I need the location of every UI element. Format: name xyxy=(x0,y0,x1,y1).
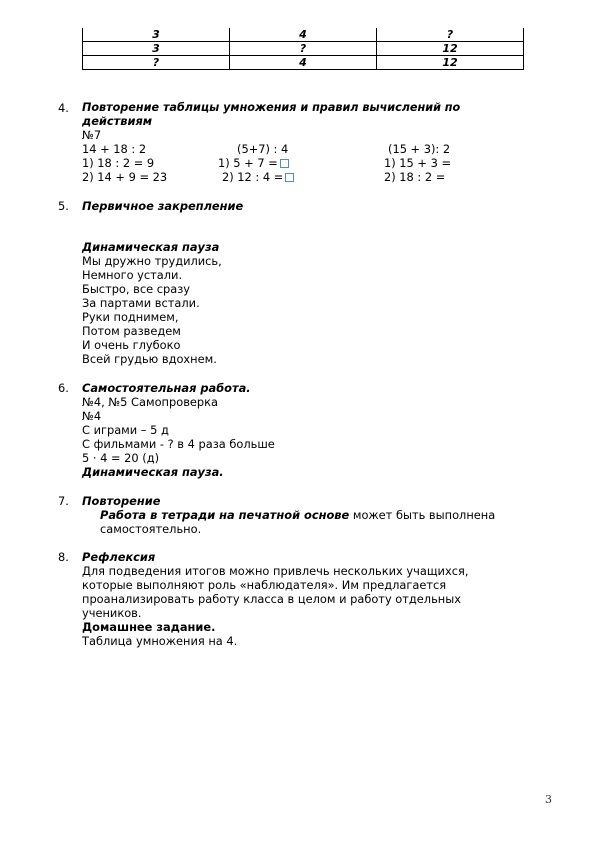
expr-3-step-2: 2) 18 : 2 = xyxy=(384,170,446,184)
section-7-text xyxy=(100,508,495,522)
table-row xyxy=(83,42,524,56)
section-4-title-line2: действиям xyxy=(82,114,153,128)
poem-line: Руки поднимем, xyxy=(82,310,179,324)
section-4-number: 4. xyxy=(58,101,69,115)
poem-line: Потом разведем xyxy=(82,324,181,338)
poem-line: Всей грудью вдохнем. xyxy=(82,352,217,366)
expr-1-step-1: 1) 18 : 2 = 9 xyxy=(82,156,155,170)
table-row xyxy=(83,28,524,42)
section-4-title-line1: Повторение таблицы умножения и правил вычислений по xyxy=(82,101,461,114)
section-8-title: Рефлексия xyxy=(82,550,156,564)
homework-title: Домашнее задание. xyxy=(82,620,216,634)
table-cell: 3 xyxy=(83,28,230,42)
section-5-title: Первичное закрепление xyxy=(82,199,244,213)
expr-3-step-1: 1) 15 + 3 = xyxy=(384,156,452,170)
section-8-line: учеников. xyxy=(82,606,142,620)
poem-line: И очень глубоко xyxy=(82,338,181,352)
expr-1: 14 + 18 : 2 xyxy=(82,142,147,156)
section-7-title: Повторение xyxy=(82,494,161,508)
expr-2-step-2-text: 2) 12 : 4 = xyxy=(222,170,284,184)
section-7-number: 7. xyxy=(58,494,69,508)
table-cell: 4 xyxy=(230,28,377,42)
section-6-line: С играми – 5 д xyxy=(82,423,169,437)
answer-box-icon xyxy=(280,159,289,168)
example-table xyxy=(82,28,524,70)
section-6-number: 6. xyxy=(58,381,69,395)
section-5-number: 5. xyxy=(58,199,69,213)
section-7-rest: может быть выполнена xyxy=(349,508,496,522)
table-cell: ? xyxy=(83,56,230,70)
section-8-line: Для подведения итогов можно привлечь нескольких учащихся, xyxy=(82,564,469,578)
section-6-pause: Динамическая пауза. xyxy=(82,465,224,479)
table-cell: ? xyxy=(230,42,377,56)
expr-2-step-1-text: 1) 5 + 7 = xyxy=(218,156,278,170)
poem-line: Мы дружно трудились, xyxy=(82,254,222,268)
section-6-line: №4 xyxy=(82,409,102,423)
poem-line: За партами встали. xyxy=(82,296,200,310)
table-cell: 12 xyxy=(377,42,524,56)
section-8-number: 8. xyxy=(58,550,69,564)
poem-line: Быстро, все сразу xyxy=(82,282,191,296)
pause-title: Динамическая пауза xyxy=(82,240,220,254)
expr-2-step-1 xyxy=(218,156,289,170)
table-cell: ? xyxy=(377,28,524,42)
page-number: 3 xyxy=(545,793,552,806)
expr-2: (5+7) : 4 xyxy=(237,142,289,156)
section-8-line: проанализировать работу класса в целом и работу отдельных xyxy=(82,592,461,606)
table-row xyxy=(83,56,524,70)
section-4-task: №7 xyxy=(82,128,102,142)
section-6-line: №4, №5 Самопроверка xyxy=(82,395,219,409)
section-7-line2: самостоятельно. xyxy=(100,522,202,536)
table-cell: 12 xyxy=(377,56,524,70)
table-cell: 3 xyxy=(83,42,230,56)
section-6-line: С фильмами - ? в 4 раза больше xyxy=(82,437,275,451)
poem-line: Немного устали. xyxy=(82,268,183,282)
homework-text: Таблица умножения на 4. xyxy=(82,634,238,648)
answer-box-icon xyxy=(285,173,294,182)
expr-3: (15 + 3): 2 xyxy=(388,142,451,156)
expr-1-step-2: 2) 14 + 9 = 23 xyxy=(82,170,168,184)
table-cell: 4 xyxy=(230,56,377,70)
expr-2-step-2 xyxy=(222,170,294,184)
section-7-bold-part: Работа в тетради на печатной основе xyxy=(100,508,350,522)
section-6-title: Самостоятельная работа. xyxy=(82,381,251,395)
section-6-line: 5 · 4 = 20 (д) xyxy=(82,451,160,465)
section-8-line: которые выполняют роль «наблюдателя». Им предлагается xyxy=(82,578,447,592)
